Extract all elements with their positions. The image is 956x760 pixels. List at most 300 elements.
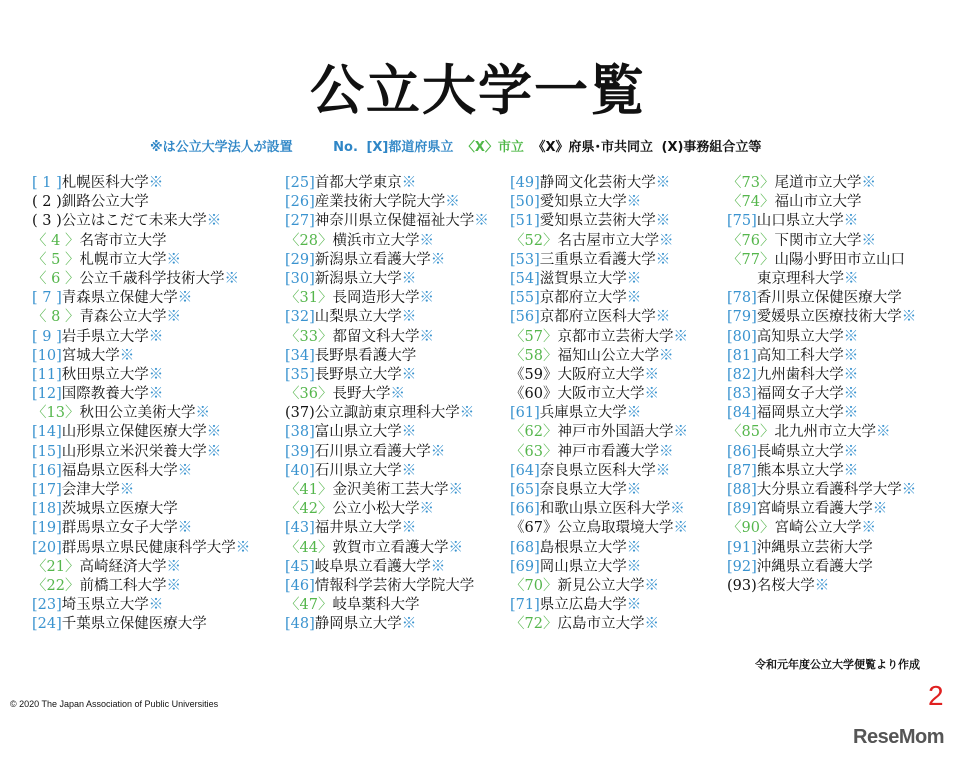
university-name: 石川県立看護大学 bbox=[314, 443, 431, 460]
list-item bbox=[727, 174, 916, 193]
university-name: 京都府立大学 bbox=[539, 290, 627, 307]
university-name: 岡山県立大学 bbox=[539, 558, 627, 575]
university-name: 愛知県立大学 bbox=[539, 194, 627, 211]
university-name: 産業技術大学院大学 bbox=[314, 194, 446, 211]
university-number: [82] bbox=[727, 366, 757, 383]
university-number: [14] bbox=[32, 424, 62, 441]
university-number: 〈85〉 bbox=[727, 424, 775, 441]
list-item bbox=[32, 481, 250, 500]
list-item bbox=[32, 577, 250, 596]
list-item bbox=[727, 232, 916, 251]
university-number: [16] bbox=[32, 462, 62, 479]
list-item bbox=[32, 500, 250, 519]
university-number: [66] bbox=[510, 501, 540, 518]
list-item bbox=[32, 308, 250, 327]
copyright: © 2020 The Japan Association of Public Universities bbox=[10, 699, 219, 709]
list-item bbox=[727, 500, 916, 519]
corporation-mark: ※ bbox=[843, 462, 859, 479]
university-number: [34] bbox=[285, 347, 315, 364]
university-name: 首都大学東京 bbox=[314, 175, 402, 191]
corporation-mark: ※ bbox=[844, 270, 859, 287]
list-item bbox=[727, 347, 916, 366]
corporation-mark: ※ bbox=[235, 539, 251, 556]
corporation-mark: ※ bbox=[875, 424, 891, 441]
university-number: 〈28〉 bbox=[285, 232, 333, 249]
corporation-mark: ※ bbox=[626, 290, 642, 307]
corporation-mark: ※ bbox=[644, 577, 659, 594]
list-item bbox=[285, 577, 489, 596]
university-name: 名桜大学 bbox=[756, 577, 815, 594]
corporation-mark: ※ bbox=[401, 616, 417, 633]
university-number: [45] bbox=[285, 558, 315, 575]
university-number: [84] bbox=[727, 405, 757, 422]
list-item bbox=[285, 385, 489, 404]
university-number: 〈52〉 bbox=[510, 232, 558, 249]
university-number: 〈41〉 bbox=[285, 482, 333, 498]
university-name: 山梨県立大学 bbox=[314, 309, 402, 326]
corporation-mark: ※ bbox=[224, 270, 239, 287]
corporation-mark: ※ bbox=[148, 597, 164, 614]
corporation-mark: ※ bbox=[814, 577, 830, 594]
university-name: 京都府立医科大学 bbox=[539, 309, 656, 326]
list-item bbox=[32, 519, 250, 538]
corporation-mark: ※ bbox=[148, 386, 164, 403]
list-item bbox=[32, 385, 250, 404]
corporation-mark: ※ bbox=[419, 328, 434, 345]
university-number: [30] bbox=[285, 270, 315, 287]
university-number: 〈44〉 bbox=[285, 539, 333, 556]
list-item bbox=[285, 193, 489, 212]
list-item bbox=[727, 481, 916, 500]
corporation-mark: ※ bbox=[206, 424, 222, 441]
list-item bbox=[727, 251, 916, 270]
list-item-continuation bbox=[727, 270, 916, 289]
university-number: 〈31〉 bbox=[285, 290, 333, 307]
corporation-mark: ※ bbox=[655, 251, 671, 268]
university-name: 埼玉県立大学 bbox=[61, 597, 149, 614]
university-name: 下関市立大学 bbox=[774, 232, 862, 249]
university-number: 〈90〉 bbox=[727, 520, 775, 537]
university-number: [25] bbox=[285, 175, 315, 191]
corporation-mark: ※ bbox=[626, 194, 642, 211]
university-name: 滋賀県立大学 bbox=[539, 270, 627, 287]
list-item bbox=[727, 577, 916, 596]
university-number: [86] bbox=[727, 443, 757, 460]
list-item bbox=[32, 270, 250, 289]
list-item bbox=[510, 385, 688, 404]
legend-no: No. bbox=[333, 140, 358, 155]
university-number: 〈74〉 bbox=[727, 194, 775, 211]
list-item bbox=[285, 615, 489, 634]
list-item bbox=[285, 443, 489, 462]
university-number: [61] bbox=[510, 405, 540, 422]
legend-joint: 《X》府県･市共同立 bbox=[532, 140, 653, 155]
university-name: 山口県立大学 bbox=[756, 213, 844, 230]
university-number: [75] bbox=[727, 213, 757, 230]
university-number: [ 9 ] bbox=[32, 328, 62, 345]
university-name: 公立はこだて未来大学 bbox=[61, 213, 207, 230]
university-number: [80] bbox=[727, 328, 757, 345]
university-number: 〈76〉 bbox=[727, 232, 775, 249]
university-number: [78] bbox=[727, 290, 757, 307]
university-name: 県立広島大学 bbox=[539, 597, 627, 614]
university-name: 山形県立米沢栄養大学 bbox=[61, 443, 207, 460]
list-item bbox=[32, 539, 250, 558]
list-item bbox=[510, 423, 688, 442]
list-item bbox=[285, 270, 489, 289]
university-name: 長岡造形大学 bbox=[332, 290, 420, 307]
university-number: [46] bbox=[285, 577, 315, 594]
university-column-2 bbox=[285, 174, 489, 635]
university-name: 静岡文化芸術大学 bbox=[539, 175, 656, 191]
university-number: [20] bbox=[32, 539, 62, 556]
university-name: 沖縄県立芸術大学 bbox=[756, 539, 873, 556]
university-number: 〈 6 〉 bbox=[32, 270, 80, 287]
university-name: 福島県立医科大学 bbox=[61, 462, 178, 479]
corporation-mark: ※ bbox=[673, 424, 688, 441]
university-name: 名古屋市立大学 bbox=[557, 232, 659, 249]
corporation-mark: ※ bbox=[474, 213, 489, 230]
university-number: [83] bbox=[727, 386, 757, 403]
list-item bbox=[510, 251, 688, 270]
university-name: 福岡女子大学 bbox=[756, 386, 844, 403]
list-item bbox=[285, 308, 489, 327]
university-name: 名寄市立大学 bbox=[79, 232, 167, 249]
corporation-mark: ※ bbox=[644, 616, 659, 633]
university-number: [88] bbox=[727, 482, 757, 498]
list-item bbox=[285, 232, 489, 251]
university-number: (37) bbox=[285, 405, 315, 422]
list-item bbox=[32, 462, 250, 481]
university-number: [50] bbox=[510, 194, 540, 211]
corporation-mark: ※ bbox=[459, 405, 475, 422]
corporation-mark: ※ bbox=[626, 597, 642, 614]
university-number: [91] bbox=[727, 539, 757, 556]
university-name: 奈良県立医科大学 bbox=[539, 462, 656, 479]
corporation-mark: ※ bbox=[843, 443, 859, 460]
university-number: [ 1 ] bbox=[32, 175, 62, 191]
list-item bbox=[727, 212, 916, 231]
university-number: 〈 5 〉 bbox=[32, 251, 80, 268]
university-name: 敦賀市立看護大学 bbox=[332, 539, 449, 556]
corporation-mark: ※ bbox=[658, 232, 674, 249]
corporation-mark: ※ bbox=[430, 443, 446, 460]
university-number: [29] bbox=[285, 251, 315, 268]
list-item bbox=[727, 289, 916, 308]
list-item bbox=[285, 423, 489, 442]
list-item bbox=[510, 232, 688, 251]
corporation-mark: ※ bbox=[901, 309, 917, 326]
corporation-mark: ※ bbox=[401, 309, 417, 326]
university-name: 神戸市看護大学 bbox=[557, 443, 659, 460]
list-item bbox=[510, 558, 688, 577]
corporation-mark: ※ bbox=[206, 213, 222, 230]
list-item bbox=[32, 615, 250, 634]
list-item bbox=[285, 174, 489, 193]
list-item bbox=[32, 289, 250, 308]
page-number: 2 bbox=[928, 680, 944, 711]
university-name: 宮城大学 bbox=[61, 347, 120, 364]
list-item bbox=[285, 462, 489, 481]
university-name: 青森公立大学 bbox=[79, 309, 167, 326]
corporation-mark: ※ bbox=[644, 386, 659, 403]
list-item bbox=[510, 289, 688, 308]
legend bbox=[150, 136, 765, 155]
corporation-mark: ※ bbox=[119, 482, 135, 498]
corporation-mark: ※ bbox=[148, 366, 164, 383]
corporation-mark: ※ bbox=[901, 482, 917, 498]
corporation-mark: ※ bbox=[166, 251, 181, 268]
list-item bbox=[285, 328, 489, 347]
university-number: 〈21〉 bbox=[32, 558, 80, 575]
university-name: 広島市立大学 bbox=[557, 616, 645, 633]
university-number: [64] bbox=[510, 462, 540, 479]
university-name: 岐阜薬科大学 bbox=[332, 597, 420, 614]
list-item bbox=[727, 462, 916, 481]
corporation-mark: ※ bbox=[148, 328, 164, 345]
university-name: 高崎経済大学 bbox=[79, 558, 167, 575]
university-name: 尾道市立大学 bbox=[774, 175, 862, 191]
university-number: [48] bbox=[285, 616, 315, 633]
corporation-mark: ※ bbox=[861, 520, 876, 537]
university-number: [79] bbox=[727, 309, 757, 326]
list-item bbox=[285, 539, 489, 558]
legend-municipal: 〈X〉市立 bbox=[461, 140, 524, 155]
university-name: 茨城県立医療大学 bbox=[61, 501, 178, 518]
list-item bbox=[510, 596, 688, 615]
list-item bbox=[32, 193, 250, 212]
university-name: 公立小松大学 bbox=[332, 501, 420, 518]
university-name: 大阪府立大学 bbox=[557, 366, 645, 383]
list-item bbox=[32, 212, 250, 231]
university-number: 〈36〉 bbox=[285, 386, 333, 403]
university-name: 宮崎公立大学 bbox=[774, 520, 862, 537]
university-number: [53] bbox=[510, 251, 540, 268]
list-item bbox=[32, 596, 250, 615]
list-item bbox=[727, 423, 916, 442]
corporation-mark: ※ bbox=[401, 424, 417, 441]
list-item bbox=[285, 481, 489, 500]
corporation-mark: ※ bbox=[843, 405, 859, 422]
list-item bbox=[510, 577, 688, 596]
corporation-mark: ※ bbox=[448, 482, 463, 498]
corporation-mark: ※ bbox=[445, 194, 460, 211]
university-number: [19] bbox=[32, 520, 62, 537]
university-name: 大分県立看護科学大学 bbox=[756, 482, 902, 498]
university-number: 《67》 bbox=[510, 520, 558, 537]
university-number: [11] bbox=[32, 366, 62, 383]
university-number: [15] bbox=[32, 443, 62, 460]
corporation-mark: ※ bbox=[177, 290, 193, 307]
university-name: 島根県立大学 bbox=[539, 539, 627, 556]
university-number: [81] bbox=[727, 347, 757, 364]
university-name: 福井県立大学 bbox=[314, 520, 402, 537]
university-name: 長崎県立大学 bbox=[756, 443, 844, 460]
university-name: 秋田公立美術大学 bbox=[79, 405, 196, 422]
list-item bbox=[510, 519, 688, 538]
university-name: 奈良県立大学 bbox=[539, 482, 627, 498]
university-name: 岐阜県立看護大学 bbox=[314, 558, 431, 575]
university-number: [12] bbox=[32, 386, 62, 403]
university-name: 山形県立保健医療大学 bbox=[61, 424, 207, 441]
list-item bbox=[285, 251, 489, 270]
university-number: ( 3 ) bbox=[32, 213, 62, 230]
corporation-mark: ※ bbox=[843, 328, 859, 345]
corporation-mark: ※ bbox=[843, 213, 859, 230]
corporation-mark: ※ bbox=[861, 232, 876, 249]
university-name: 大阪市立大学 bbox=[557, 386, 645, 403]
university-name: 宮崎県立看護大学 bbox=[756, 501, 873, 518]
university-number: [69] bbox=[510, 558, 540, 575]
list-item bbox=[285, 596, 489, 615]
list-item bbox=[510, 366, 688, 385]
university-number: [56] bbox=[510, 309, 540, 326]
corporation-mark: ※ bbox=[430, 251, 446, 268]
list-item bbox=[285, 289, 489, 308]
list-item bbox=[510, 500, 688, 519]
university-name: 九州歯科大学 bbox=[756, 366, 844, 383]
corporation-mark: ※ bbox=[401, 462, 417, 479]
university-number: 〈13〉 bbox=[32, 405, 80, 422]
university-number: [17] bbox=[32, 482, 62, 498]
university-name: 金沢美術工芸大学 bbox=[332, 482, 449, 498]
corporation-mark: ※ bbox=[148, 175, 164, 191]
university-name: 札幌医科大学 bbox=[61, 175, 149, 191]
corporation-mark: ※ bbox=[644, 366, 659, 383]
university-name: 神奈川県立保健福祉大学 bbox=[314, 213, 475, 230]
corporation-mark: ※ bbox=[177, 520, 193, 537]
list-item bbox=[285, 519, 489, 538]
list-item bbox=[32, 174, 250, 193]
university-number: 《60》 bbox=[510, 386, 558, 403]
university-number: [23] bbox=[32, 597, 62, 614]
corporation-mark: ※ bbox=[872, 501, 888, 518]
corporation-mark: ※ bbox=[626, 558, 642, 575]
university-name: 石川県立大学 bbox=[314, 462, 402, 479]
corporation-mark: ※ bbox=[419, 290, 434, 307]
corporation-mark: ※ bbox=[626, 482, 642, 498]
corporation-mark: ※ bbox=[401, 175, 417, 191]
list-item bbox=[32, 443, 250, 462]
university-name: 兵庫県立大学 bbox=[539, 405, 627, 422]
university-number: 〈72〉 bbox=[510, 616, 558, 633]
list-item bbox=[727, 539, 916, 558]
university-name-continued: 東京理科大学 bbox=[757, 270, 844, 287]
list-item bbox=[510, 462, 688, 481]
list-item bbox=[727, 308, 916, 327]
university-number: [24] bbox=[32, 616, 62, 633]
corporation-mark: ※ bbox=[401, 366, 417, 383]
university-name: 長野県立大学 bbox=[314, 366, 402, 383]
university-name: 香川県立保健医療大学 bbox=[756, 290, 902, 307]
list-item bbox=[727, 193, 916, 212]
list-item bbox=[727, 519, 916, 538]
corporation-mark: ※ bbox=[430, 558, 446, 575]
corporation-mark: ※ bbox=[119, 347, 135, 364]
corporation-mark: ※ bbox=[655, 309, 671, 326]
university-name: 静岡県立大学 bbox=[314, 616, 402, 633]
university-number: 〈63〉 bbox=[510, 443, 558, 460]
university-column-4 bbox=[727, 174, 916, 596]
university-name: 京都市立芸術大学 bbox=[557, 328, 674, 345]
university-name: 長野県看護大学 bbox=[314, 347, 417, 364]
corporation-mark: ※ bbox=[655, 175, 671, 191]
list-item bbox=[32, 232, 250, 251]
university-number: [87] bbox=[727, 462, 757, 479]
university-name: 福岡県立大学 bbox=[756, 405, 844, 422]
university-name: 群馬県立女子大学 bbox=[61, 520, 178, 537]
corporation-mark: ※ bbox=[390, 386, 405, 403]
university-name: 三重県立看護大学 bbox=[539, 251, 656, 268]
university-name: 山陽小野田市立山口 bbox=[774, 251, 905, 268]
source-note: 令和元年度公立大学便覧より作成 bbox=[755, 658, 920, 671]
university-name: 釧路公立大学 bbox=[61, 194, 149, 211]
university-column-3 bbox=[510, 174, 688, 635]
list-item bbox=[510, 404, 688, 423]
list-item bbox=[32, 328, 250, 347]
university-name: 都留文科大学 bbox=[332, 328, 420, 345]
corporation-mark: ※ bbox=[166, 558, 181, 575]
university-number: 〈33〉 bbox=[285, 328, 333, 345]
corporation-mark: ※ bbox=[626, 539, 642, 556]
list-item bbox=[510, 308, 688, 327]
corporation-mark: ※ bbox=[419, 501, 434, 518]
university-name: 福知山公立大学 bbox=[557, 347, 659, 364]
corporation-mark: ※ bbox=[673, 520, 688, 537]
university-name: 富山県立大学 bbox=[314, 424, 402, 441]
list-item bbox=[32, 423, 250, 442]
university-number: ( 2 ) bbox=[32, 194, 62, 211]
university-number: (93) bbox=[727, 577, 757, 594]
corporation-mark: ※ bbox=[419, 232, 434, 249]
list-item bbox=[510, 212, 688, 231]
university-number: [32] bbox=[285, 309, 315, 326]
list-item bbox=[32, 347, 250, 366]
list-item bbox=[285, 212, 489, 231]
list-item bbox=[727, 328, 916, 347]
university-number: [27] bbox=[285, 213, 315, 230]
list-item bbox=[510, 615, 688, 634]
list-item bbox=[285, 366, 489, 385]
corporation-mark: ※ bbox=[626, 405, 642, 422]
corporation-mark: ※ bbox=[655, 213, 671, 230]
university-number: [71] bbox=[510, 597, 540, 614]
university-number: [55] bbox=[510, 290, 540, 307]
university-name: 札幌市立大学 bbox=[79, 251, 167, 268]
legend-note: ※は公立大学法人が設置 bbox=[150, 140, 293, 155]
university-name: 公立鳥取環境大学 bbox=[557, 520, 674, 537]
list-item bbox=[285, 347, 489, 366]
university-name: 会津大学 bbox=[61, 482, 120, 498]
list-item bbox=[727, 558, 916, 577]
university-number: 〈 4 〉 bbox=[32, 232, 80, 249]
legend-union: (X)事務組合立等 bbox=[661, 140, 762, 155]
list-item bbox=[510, 174, 688, 193]
university-number: 〈42〉 bbox=[285, 501, 333, 518]
university-number: [40] bbox=[285, 462, 315, 479]
corporation-mark: ※ bbox=[861, 175, 876, 191]
list-item bbox=[32, 251, 250, 270]
university-number: [68] bbox=[510, 539, 540, 556]
university-number: [ 7 ] bbox=[32, 290, 62, 307]
corporation-mark: ※ bbox=[206, 443, 222, 460]
list-item bbox=[510, 481, 688, 500]
list-item bbox=[727, 366, 916, 385]
university-number: 〈22〉 bbox=[32, 577, 80, 594]
list-item bbox=[510, 270, 688, 289]
university-number: [54] bbox=[510, 270, 540, 287]
page-title: 公立大学一覧 bbox=[310, 59, 646, 122]
